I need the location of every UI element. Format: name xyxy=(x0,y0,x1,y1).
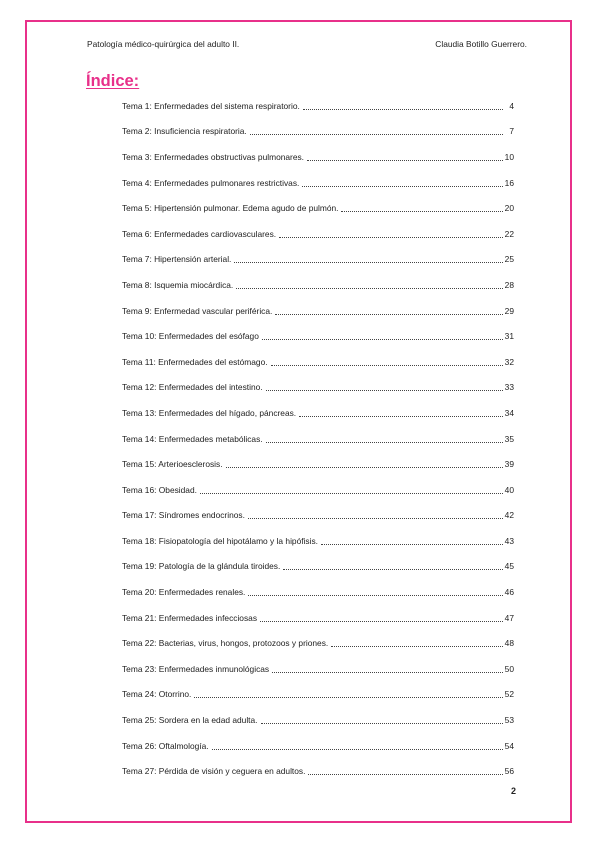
toc-entry[interactable] xyxy=(122,247,514,273)
toc-dot-leader xyxy=(279,228,503,238)
toc-entry-label: Tema 15: Arterioesclerosis. xyxy=(122,459,223,470)
toc-entry[interactable] xyxy=(122,758,514,784)
toc-entry-label: Tema 1: Enfermedades del sistema respiratorio. xyxy=(122,100,300,111)
toc-entry-label: Tema 14: Enfermedades metabólicas. xyxy=(122,433,263,444)
toc-entry-page: 48 xyxy=(504,638,514,649)
toc-entry[interactable] xyxy=(122,682,514,708)
toc-entry[interactable] xyxy=(122,733,514,759)
toc-dot-leader xyxy=(226,458,503,468)
toc-entry-label: Tema 16: Obesidad. xyxy=(122,484,197,495)
toc-entry-page: 33 xyxy=(504,382,514,393)
toc-dot-leader xyxy=(341,202,502,212)
toc-entry-label: Tema 19: Patología de la glándula tiroides. xyxy=(122,561,281,572)
toc-entry-label: Tema 13: Enfermedades del hígado, páncreas. xyxy=(122,407,297,418)
toc-dot-leader xyxy=(303,100,503,110)
toc-entry-page: 40 xyxy=(504,484,514,495)
toc-dot-leader xyxy=(234,253,502,263)
toc-entry-page: 35 xyxy=(504,433,514,444)
toc-entry[interactable] xyxy=(122,298,514,324)
toc-entry-label: Tema 20: Enfermedades renales. xyxy=(122,587,246,598)
toc-dot-leader xyxy=(260,612,503,622)
toc-entry-label: Tema 24: Otorrino. xyxy=(122,689,192,700)
toc-entry-label: Tema 21: Enfermedades infecciosas xyxy=(122,612,258,623)
toc-dot-leader xyxy=(271,356,503,366)
toc-entry[interactable] xyxy=(122,93,514,119)
toc-entry-label: Tema 27: Pérdida de visión y ceguera en adultos. xyxy=(122,766,306,777)
toc-entry[interactable] xyxy=(122,605,514,631)
toc-dot-leader xyxy=(236,279,502,289)
toc-entry[interactable] xyxy=(122,554,514,580)
toc-entry-label: Tema 25: Sordera en la edad adulta. xyxy=(122,715,258,726)
toc-entry[interactable] xyxy=(122,477,514,503)
toc-entry-page: 43 xyxy=(504,535,514,546)
toc-entry-page: 47 xyxy=(504,612,514,623)
toc-dot-leader xyxy=(272,663,503,673)
toc-entry-label: Tema 7: Hipertensión arterial. xyxy=(122,254,232,265)
toc-entry-page: 16 xyxy=(504,177,514,188)
toc-entry-page: 7 xyxy=(509,126,514,137)
header-course-title: Patología médico-quirúrgica del adulto II. xyxy=(87,39,240,49)
toc-entry-label: Tema 17: Síndromes endocrinos. xyxy=(122,510,245,521)
toc-entry[interactable] xyxy=(122,119,514,145)
toc-entry-label: Tema 9: Enfermedad vascular periférica. xyxy=(122,305,273,316)
toc-entry[interactable] xyxy=(122,170,514,196)
toc-entry-label: Tema 8: Isquemia miocárdica. xyxy=(122,279,234,290)
toc-entry[interactable] xyxy=(122,221,514,247)
toc-entry[interactable] xyxy=(122,400,514,426)
toc-entry-label: Tema 12: Enfermedades del intestino. xyxy=(122,382,263,393)
toc-dot-leader xyxy=(266,433,503,443)
toc-dot-leader xyxy=(250,125,503,135)
toc-dot-leader xyxy=(299,407,503,417)
toc-entry-label: Tema 18: Fisiopatología del hipotálamo y la hipófisis. xyxy=(122,535,318,546)
toc-dot-leader xyxy=(308,765,502,775)
toc-entry-label: Tema 23: Enfermedades inmunológicas xyxy=(122,663,270,674)
toc-entry-label: Tema 26: Oftalmología. xyxy=(122,740,209,751)
toc-entry-label: Tema 5: Hipertensión pulmonar. Edema agudo de pulmón. xyxy=(122,203,339,214)
toc-dot-leader xyxy=(194,688,502,698)
toc-entry[interactable] xyxy=(122,272,514,298)
toc-entry[interactable] xyxy=(122,528,514,554)
toc-dot-leader xyxy=(248,509,503,519)
toc-entry[interactable] xyxy=(122,707,514,733)
toc-dot-leader xyxy=(261,714,503,724)
toc-dot-leader xyxy=(212,740,503,750)
toc-dot-leader xyxy=(321,535,503,545)
toc-entry[interactable] xyxy=(122,656,514,682)
toc-entry-page: 22 xyxy=(504,228,514,239)
toc-entry-page: 46 xyxy=(504,587,514,598)
toc-entry-label: Tema 11: Enfermedades del estómago. xyxy=(122,356,268,367)
toc-entry[interactable] xyxy=(122,144,514,170)
toc-entry-page: 25 xyxy=(504,254,514,265)
page-header xyxy=(87,39,527,49)
table-of-contents xyxy=(122,93,514,784)
toc-dot-leader xyxy=(266,381,503,391)
toc-entry-page: 39 xyxy=(504,459,514,470)
toc-entry-page: 54 xyxy=(504,740,514,751)
toc-dot-leader xyxy=(307,151,503,161)
toc-dot-leader xyxy=(248,586,502,596)
toc-entry-label: Tema 10: Enfermedades del esófago xyxy=(122,331,259,342)
toc-entry-page: 34 xyxy=(504,407,514,418)
toc-entry[interactable] xyxy=(122,195,514,221)
toc-entry-page: 20 xyxy=(504,203,514,214)
toc-entry-page: 53 xyxy=(504,715,514,726)
toc-dot-leader xyxy=(262,330,503,340)
toc-entry-label: Tema 6: Enfermedades cardiovasculares. xyxy=(122,228,277,239)
toc-entry-page: 50 xyxy=(504,663,514,674)
toc-entry-label: Tema 4: Enfermedades pulmonares restrictivas. xyxy=(122,177,300,188)
toc-entry-page: 32 xyxy=(504,356,514,367)
toc-entry-page: 31 xyxy=(504,331,514,342)
toc-entry-label: Tema 2: Insuficiencia respiratoria. xyxy=(122,126,247,137)
toc-entry[interactable] xyxy=(122,579,514,605)
toc-entry-page: 56 xyxy=(504,766,514,777)
toc-entry-label: Tema 3: Enfermedades obstructivas pulmonares. xyxy=(122,151,305,162)
index-title: Índice: xyxy=(86,72,140,90)
toc-entry-label: Tema 22: Bacterias, virus, hongos, protozoos y priones. xyxy=(122,638,329,649)
toc-entry-page: 52 xyxy=(504,689,514,700)
page-number: 2 xyxy=(510,786,516,796)
toc-entry[interactable] xyxy=(122,503,514,529)
toc-entry-page: 4 xyxy=(509,100,514,111)
toc-dot-leader xyxy=(283,560,502,570)
toc-entry[interactable] xyxy=(122,375,514,401)
toc-entry[interactable] xyxy=(122,349,514,375)
toc-entry[interactable] xyxy=(122,451,514,477)
toc-entry-page: 45 xyxy=(504,561,514,572)
toc-dot-leader xyxy=(302,177,502,187)
toc-entry[interactable] xyxy=(122,630,514,656)
toc-entry-page: 42 xyxy=(504,510,514,521)
toc-entry-page: 28 xyxy=(504,279,514,290)
toc-entry[interactable] xyxy=(122,426,514,452)
toc-entry[interactable] xyxy=(122,323,514,349)
toc-dot-leader xyxy=(200,484,503,494)
toc-entry-page: 10 xyxy=(504,151,514,162)
toc-entry-page: 29 xyxy=(504,305,514,316)
toc-dot-leader xyxy=(331,637,502,647)
toc-dot-leader xyxy=(275,305,502,315)
header-author: Claudia Botillo Guerrero. xyxy=(435,39,527,49)
